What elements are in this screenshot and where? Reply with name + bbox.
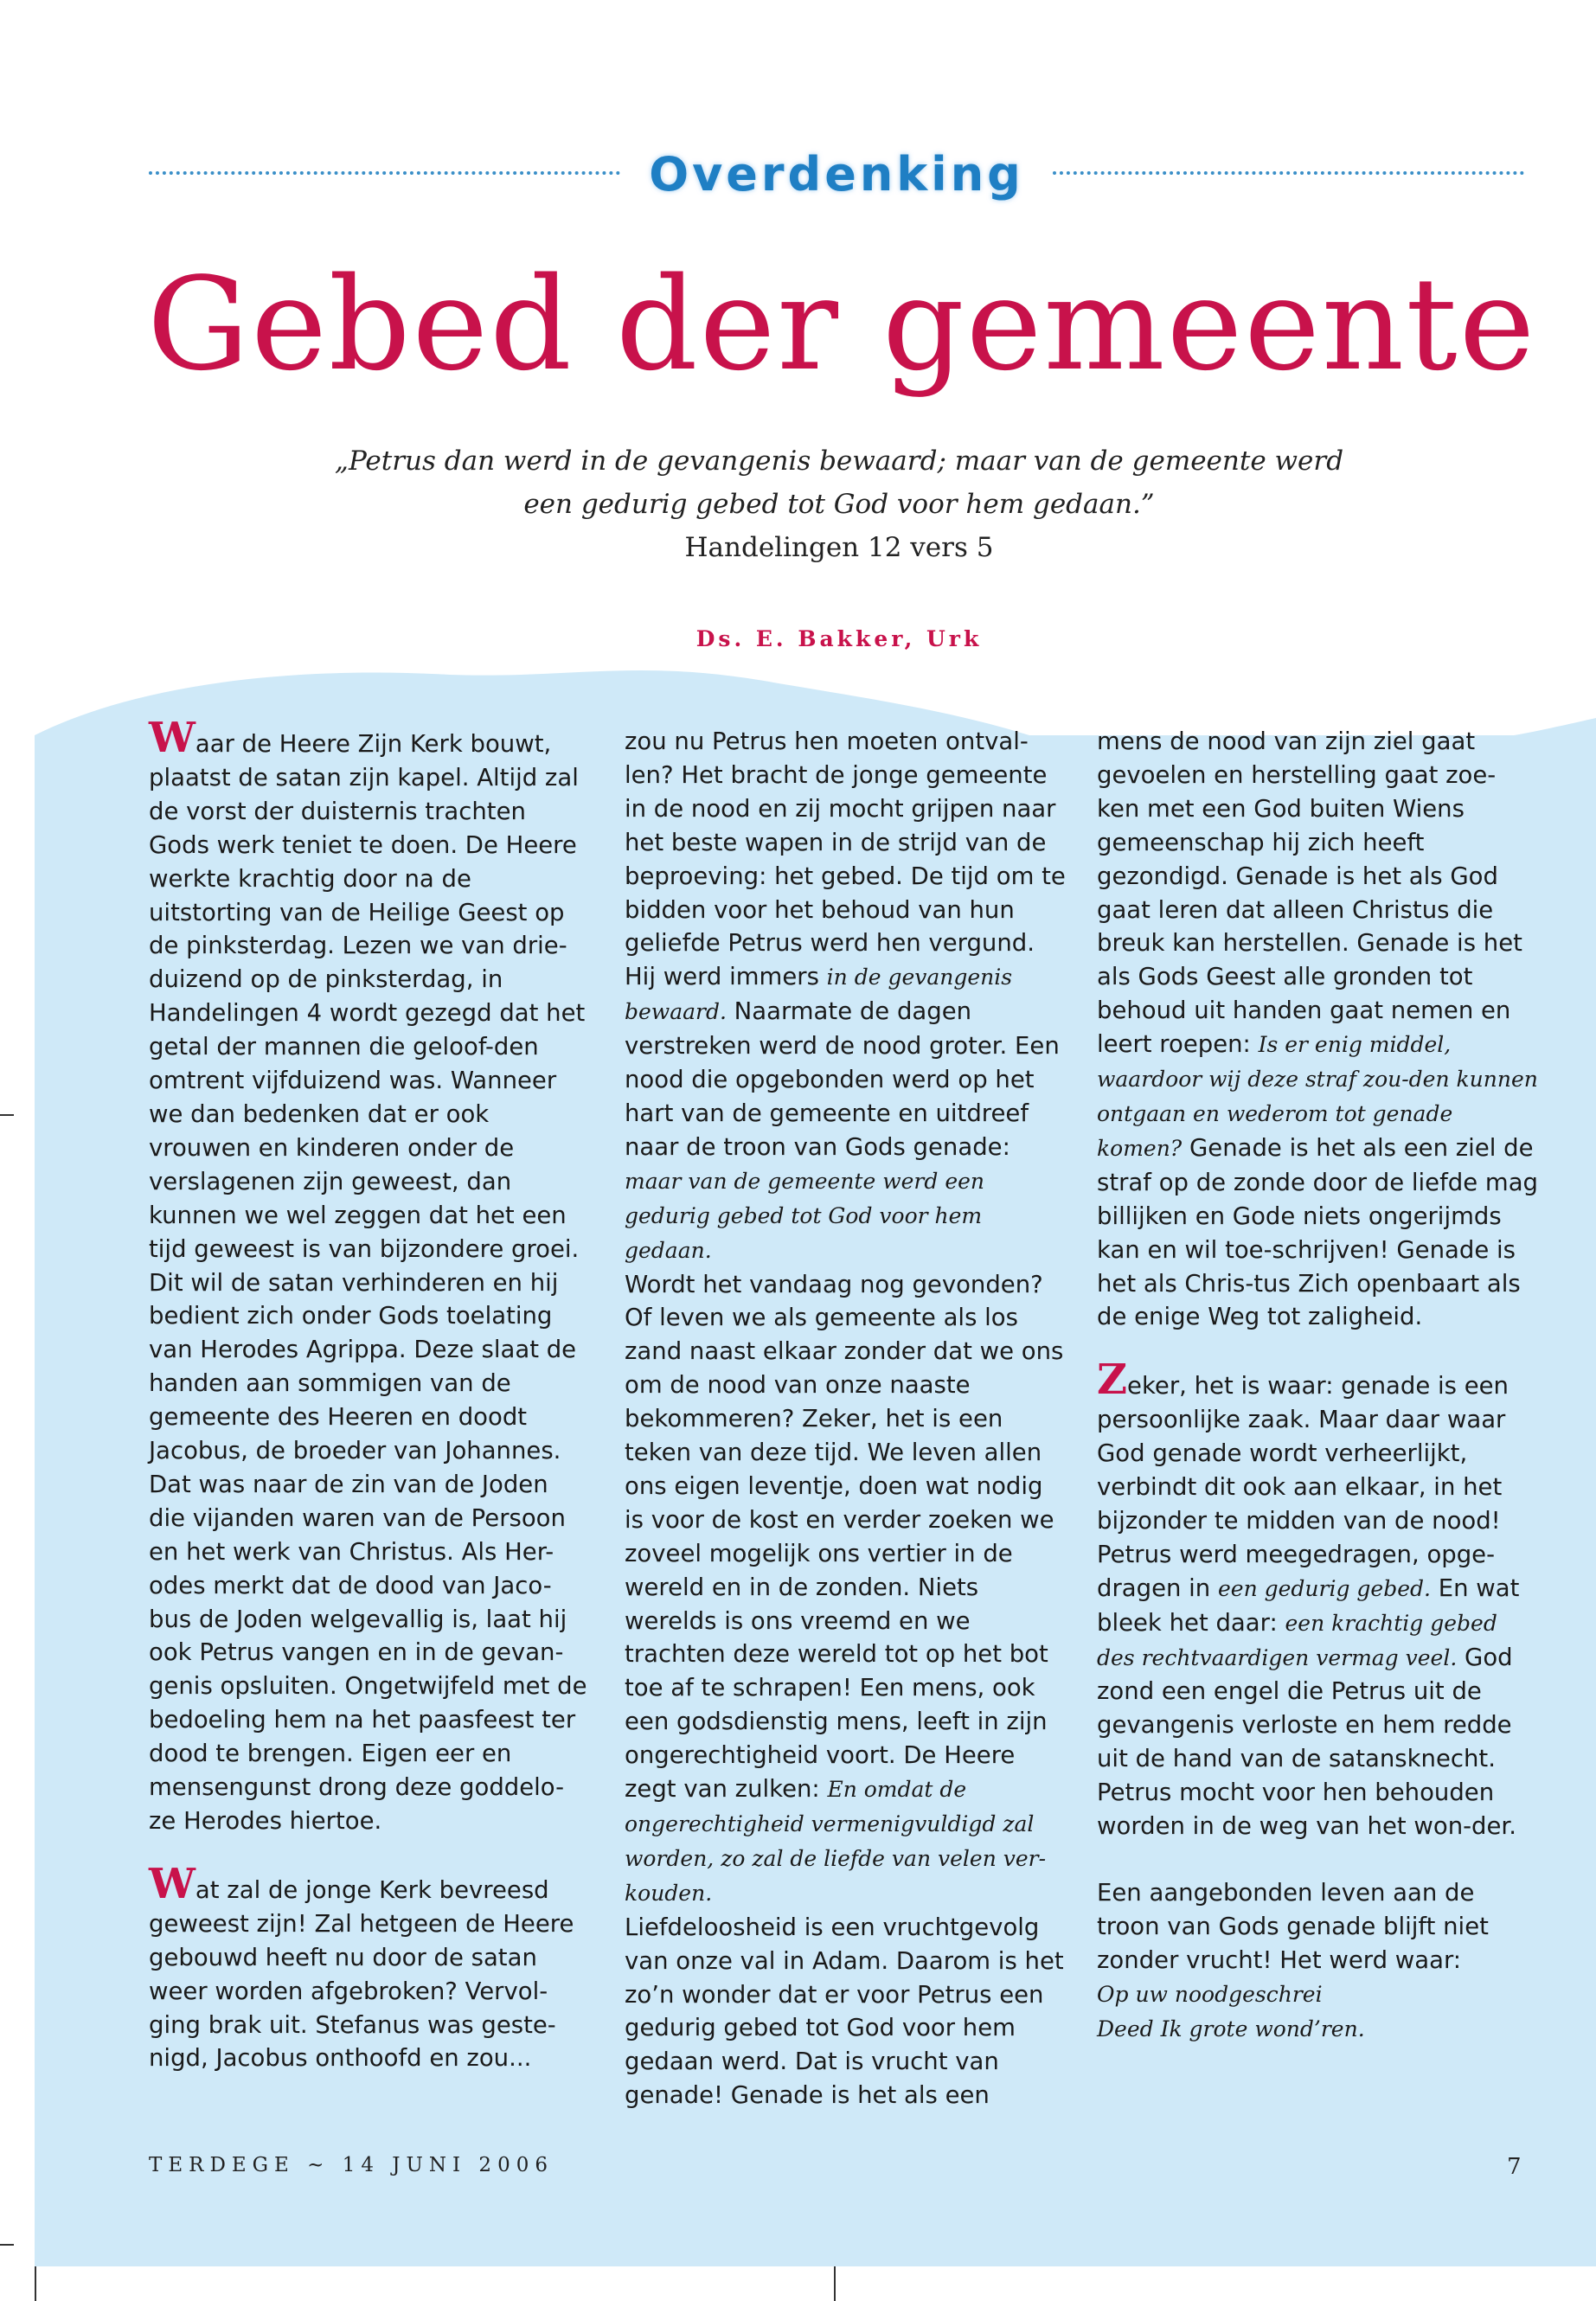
text-column-3 <box>1097 725 1538 2047</box>
paragraph: Een aangebonden leven aan de troon van Gods genade blijft niet zonder vrucht! Het werd waar: Op uw noodgeschrei Deed Ik grote wond’ren. <box>1097 1879 1489 2041</box>
drop-cap: Z <box>1097 1356 1128 1405</box>
drop-cap: W <box>149 1859 195 1908</box>
drop-cap: W <box>149 714 195 762</box>
section-header <box>149 147 1524 208</box>
page-number: 7 <box>1507 2154 1522 2180</box>
quote-line-1: „Petrus dan werd in de gevangenis bewaard; maar van de gemeente werd <box>334 445 1344 477</box>
paragraph: Wat zal de jonge Kerk bevreesd geweest zijn! Zal hetgeen de Heere gebouwd heeft nu door de satan weer worden afgebroken? Vervol-ging brak uit. Stefanus was geste-nigd, Jacobus onthoofd en zou... <box>149 1859 574 2073</box>
paragraph: Waar de Heere Zijn Kerk bouwt, plaatst de satan zijn kapel. Altijd zal de vorst der duisternis trachten Gods werk teniet te doen. De Heere werkte krachtig door na de uitstorting van de Heilige Geest op de pinksterdag. Lezen we van drie-duizend op de pinksterdag, in Handelingen 4 wordt gezegd dat het getal der mannen die geloof-den omtrent vijfduizend was. Wanneer we dan bedenken dat er ook vrouwen en kinderen onder de verslagenen zijn geweest, dan kunnen we wel zeggen dat het een tijd geweest is van bijzondere groei. <box>149 714 586 1263</box>
paragraph: Dit wil de satan verhinderen en hij bedient zich onder Gods toelating van Herodes Agrippa. Deze slaat de handen aan sommigen van de gemeente des Heeren en doodt Jacobus, de broeder van Johannes. Dat was naar de zin van de Joden die vijanden waren van de Persoon en het werk van Christus. Als Her-odes merkt dat de dood van Jaco-bus de Joden welgevallig is, laat hij ook Petrus vangen en in de gevan-genis opsluiten. Ongetwijfeld met de bedoeling hem na het paasfeest ter dood te brengen. Eigen eer en mensengunst drong deze goddelo-ze Herodes hiertoe. <box>149 1268 587 1835</box>
paragraph: Zeker, het is waar: genade is een persoonlijke zaak. Maar daar waar God genade wordt verheerlijkt, verbindt dit ook aan elkaar, in het bijzonder te midden van de nood! Petrus werd meegedragen, opge-dragen in een gedurig gebed. En wat bleek het daar: een krachtig gebed des rechtvaardigen vermag veel. God zond een engel die Petrus uit de gevangenis verloste en hem redde uit de hand van de satansknecht. Petrus mocht voor hen behouden worden in de weg van het won-der. <box>1097 1356 1520 1841</box>
author-byline: Ds. E. Bakker, Urk <box>695 626 983 651</box>
paragraph: Wordt het vandaag nog gevonden? Of leven we als gemeente als los zand naast elkaar zonder dat we ons om de nood van onze naaste bekommeren? Zeker, het is een teken van deze tijd. We leven allen ons eigen leventje, doen wat nodig is voor de kost en verder zoeken we zoveel mogelijk ons vertier in de wereld en in de zonden. Niets werelds is ons vreemd en we trachten deze wereld tot op het bot toe af te schrapen! Een mens, ook een godsdienstig mens, leeft in zijn ongerechtigheid voort. De Heere zegt van zulken: En omdat de ongerechtigheid vermenigvuldigd zal worden, zo zal de liefde van velen ver-kouden. <box>625 1270 1064 1906</box>
paragraph: mens de nood van zijn ziel gaat gevoelen en herstelling gaat zoe-ken met een God buiten Wiens gemeenschap hij zich heeft gezondigd. Genade is het als God gaat leren dat alleen Christus die breuk kan herstellen. Genade is het als Gods Geest alle gronden tot behoud uit handen gaat nemen en leert roepen: Is er enig middel, waardoor wij deze straf zou-den kunnen ontgaan en wederom tot genade komen? Genade is het als een ziel de straf op de zonde door de liefde mag billijken en Gode niets ongerijmds kan en wil toe-schrijven! Genade is het als Chris-tus Zich openbaart als de enige Weg tot zaligheid. <box>1097 727 1538 1331</box>
paragraph: zou nu Petrus hen moeten ontval-len? Het bracht de jonge gemeente in de nood en zij mocht grijpen naar het beste wapen in de strijd van de beproeving: het gebed. De tijd om te bidden voor het behoud van hun geliefde Petrus werd hen vergund. Hij werd immers in de gevangenis bewaard. Naarmate de dagen verstreken werd de nood groter. Een nood die opgebonden werd op het hart van de gemeente en uitdreef naar de troon van Gods genade: maar van de gemeente werd een gedurig gebed tot God voor hem gedaan. <box>625 727 1066 1263</box>
quote-line-2: een gedurig gebed tot God voor hem gedaan.” <box>523 489 1155 520</box>
page-title: Gebed der gemeente <box>147 250 1537 399</box>
crop-mark <box>0 2244 14 2246</box>
paragraph: Liefdeloosheid is een vruchtgevolg van onze val in Adam. Daarom is het zo’n wonder dat er voor Petrus een gedurig gebed tot God voor hem gedaan werd. Dat is vrucht van genade! Genade is het als een <box>625 1913 1064 2110</box>
quote-reference: Handelingen 12 vers 5 <box>684 532 994 563</box>
section-title: Overdenking <box>149 147 1524 202</box>
footer-publication: TERDEGE ~ 14 JUNI 2006 <box>149 2154 554 2176</box>
text-column-2 <box>625 725 1066 2112</box>
crop-mark <box>0 1114 14 1116</box>
crop-mark <box>35 2266 36 2301</box>
crop-mark <box>834 2266 836 2301</box>
text-column-1 <box>149 714 590 2075</box>
scripture-quote <box>234 439 1445 569</box>
